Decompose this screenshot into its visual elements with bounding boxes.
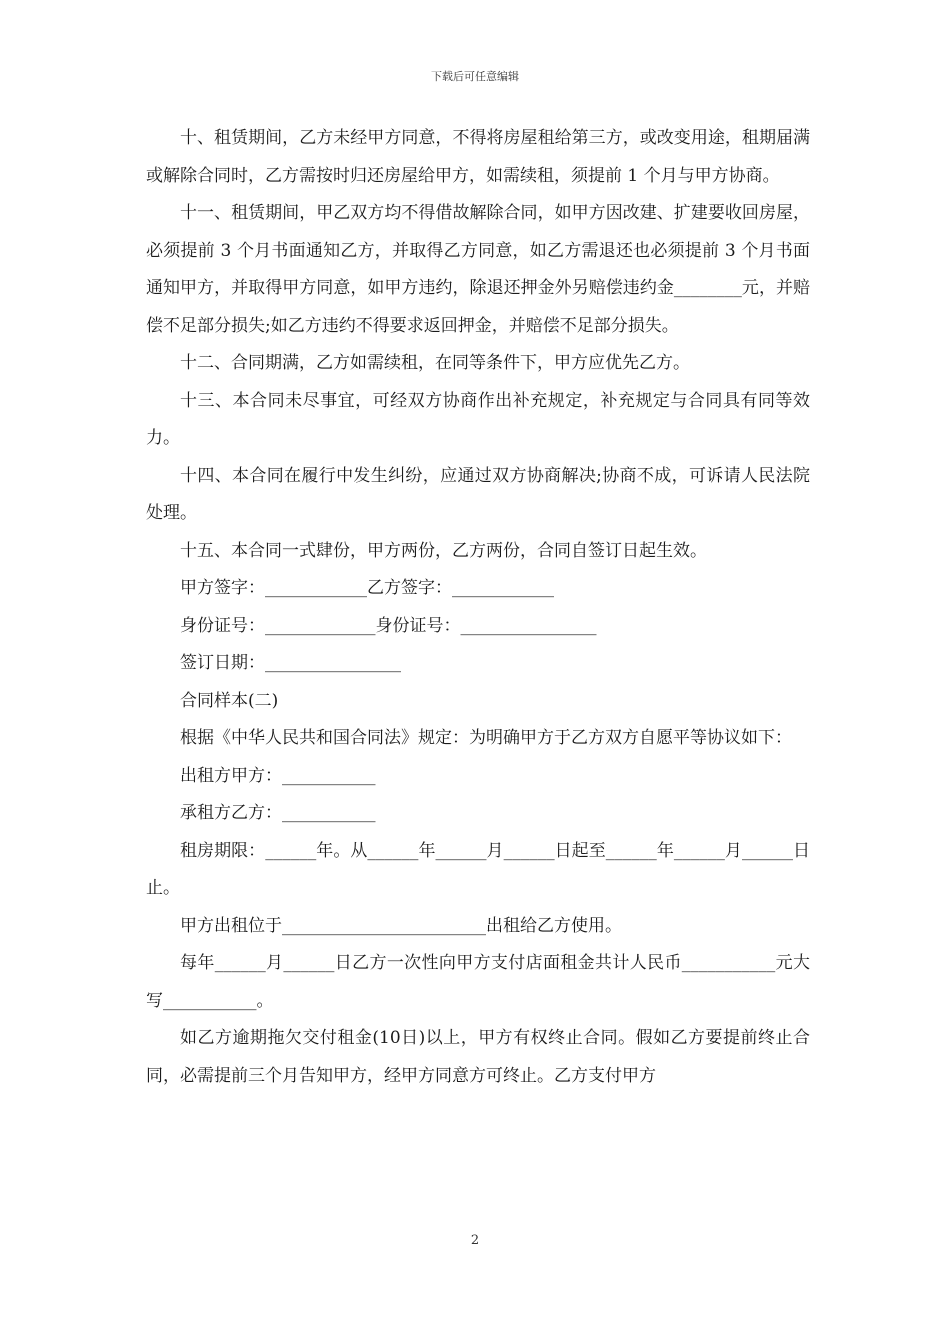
- clause-12: 十二、合同期满，乙方如需续租，在同等条件下，甲方应优先乙方。: [180, 353, 690, 373]
- clause-14: 十四、本合同在履行中发生纠纷，应通过双方协商解决;协商不成，可诉请人民法院处理。: [146, 465, 810, 523]
- clause-13: 十三、本合同未尽事宜，可经双方协商作出补充规定，补充规定与合同具有同等效力。: [146, 390, 810, 448]
- document-body: [146, 120, 810, 1095]
- lessor-line: 出租方甲方：___________: [180, 765, 376, 786]
- id-number-line: 身份证号：_____________身份证号：________________: [180, 615, 597, 636]
- clause-11: 十一、租赁期间，甲乙双方均不得借故解除合同，如甲方因改建、扩建要收回房屋，必须提前 3 个月书面通知乙方，并取得乙方同意，如乙方需退还也必须提前 3 个月书面通知甲方，并取得甲方同意，如甲方违约，除退还押金外另赔偿违约金________元，并赔偿不足部分损失;如乙方违约不得要求返回押金，并赔偿不足部分损失。: [146, 203, 810, 336]
- clause-15: 十五、本合同一式肆份，甲方两份，乙方两份，合同自签订日起生效。: [180, 540, 707, 561]
- page-header: 下载后可任意编辑: [431, 70, 519, 83]
- overdue-clause: 如乙方逾期拖欠交付租金(10日)以上，甲方有权终止合同。假如乙方要提前终止合同，必需提前三个月告知甲方，经甲方同意方可终止。乙方支付甲方: [146, 1028, 810, 1086]
- lease-term: 租房期限：______年。从______年______月______日起至______年______月______日止。: [146, 840, 810, 898]
- page-number: 2: [470, 1233, 480, 1248]
- signing-date-line: 签订日期：________________: [180, 653, 401, 673]
- signature-line: 甲方签字：____________乙方签字：____________: [180, 578, 554, 598]
- clause-10: 十、租赁期间，乙方未经甲方同意，不得将房屋租给第三方，或改变用途，租期届满或解除合同时，乙方需按时归还房屋给甲方，如需续租，须提前 1 个月与甲方协商。: [146, 128, 810, 186]
- rent-payment: 每年______月______日乙方一次性向甲方支付店面租金共计人民币___________元大写___________。: [146, 953, 810, 1011]
- sample-intro: 根据《中华人民共和国合同法》规定：为明确甲方于乙方双方自愿平等协议如下：: [180, 728, 792, 748]
- sample-title: 合同样本(二): [180, 690, 279, 711]
- lessee-line: 承租方乙方：___________: [180, 803, 376, 823]
- lease-location: 甲方出租位于________________________出租给乙方使用。: [180, 915, 622, 936]
